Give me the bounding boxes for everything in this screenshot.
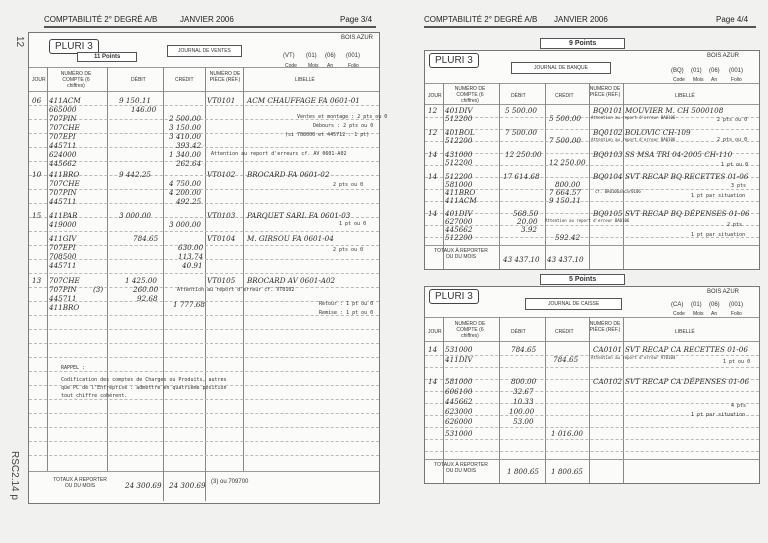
entry-credit: 800.00 <box>555 180 581 189</box>
entry-credit: 2 500.00 <box>169 114 202 123</box>
entry-libelle: PARQUET SARL FA 0601-03 <box>247 211 351 220</box>
cash-code-2: (01) <box>691 302 702 308</box>
entry-compte: 581000 <box>445 180 473 189</box>
entry-credit: 393.42 <box>176 141 202 150</box>
entry-debit: 32.67 <box>513 387 534 396</box>
rule <box>29 427 379 428</box>
entry-compte: 445662 <box>49 159 77 168</box>
left-col-compte: NUMÉRO DE COMPTE (6 chiffres) <box>60 71 92 89</box>
entry-debit: 3.92 <box>521 225 538 234</box>
bank-col-jour: JOUR <box>428 93 442 99</box>
cash-col-jour: JOUR <box>428 329 442 335</box>
points: 1 pt ou 0 <box>723 359 751 365</box>
bank-code-4: (001) <box>729 68 744 74</box>
rule <box>425 427 759 428</box>
annotation: Retour : 1 pt ou 0 <box>319 301 374 307</box>
entry-libelle: SS MSA TRI 04-2005 CH-110 <box>625 150 733 159</box>
entry-piece: VT0101 <box>207 96 236 105</box>
rappel-line: tout chiffre cohérent. <box>61 393 128 399</box>
left-header-title: COMPTABILITÉ 2° DEGRÉ A/B <box>44 15 158 24</box>
entry-compte: 401DIV <box>445 209 473 218</box>
rule <box>29 203 379 204</box>
entry-compte: 707PIN <box>49 114 77 123</box>
entry-credit: 492.25 <box>176 197 202 206</box>
entry-debit: 5 500.00 <box>505 106 538 115</box>
entry-piece: CA0102 <box>593 377 622 386</box>
bank-col-libelle: LIBELLÉ <box>675 93 695 99</box>
entry-debit: 784.65 <box>133 234 159 243</box>
entry-libelle: M. GIRSOU FA 0601-04 <box>247 234 334 243</box>
rule <box>29 259 379 260</box>
rule <box>29 357 379 358</box>
bank-grid-v5 <box>623 83 624 269</box>
entry-debit: 1 425.00 <box>125 276 158 285</box>
entry-compte: 419000 <box>49 220 77 229</box>
entry-piece: CA0101 <box>593 345 622 354</box>
entry-compte: 401BOL <box>445 128 475 137</box>
entry-compte: 445711 <box>49 294 77 303</box>
binder-mark-side: RSC2.14 p <box>8 451 20 500</box>
annotation: Attention au report d'erreur VT0104 <box>591 355 676 360</box>
points-detail: 1 pt par situation <box>691 193 746 199</box>
bank-header-bottom-rule <box>425 104 759 105</box>
bank-grid-v1 <box>443 83 444 269</box>
entry-libelle: SVT RECAP BQ DÉPENSES 01-06 <box>625 209 750 218</box>
entry-compte: 512200 <box>445 114 473 123</box>
cash-footer-label: TOTAUX À REPORTER OU DU MOIS <box>434 462 488 474</box>
rule <box>29 105 379 106</box>
left-footer-v2 <box>205 471 206 501</box>
bank-grid-v4 <box>589 83 590 269</box>
bank-code-2: (01) <box>691 68 702 74</box>
left-points-label: 11 Points <box>77 52 137 62</box>
cash-code-4: (001) <box>729 302 744 308</box>
entry-credit: 4 200.00 <box>169 188 202 197</box>
entry-compte: 627000 <box>445 217 473 226</box>
entry-credit: 7 664.57 <box>549 188 582 197</box>
bank-grid-v2 <box>499 83 500 269</box>
bank-journal-sheet <box>424 50 760 270</box>
rule <box>29 329 379 330</box>
rule <box>29 273 379 274</box>
entry-debit: 9 442.25 <box>119 170 152 179</box>
entry-credit: 592.42 <box>555 233 581 242</box>
entry-compte: 707CHE <box>49 276 80 285</box>
bank-code-3: (06) <box>709 68 720 74</box>
entry-credit: 12 250.00 <box>549 158 586 167</box>
rule <box>29 245 379 246</box>
cash-company: BOIS AZUR <box>707 289 740 295</box>
cash-header-top-rule <box>425 317 759 318</box>
rule <box>425 403 759 404</box>
rule <box>29 455 379 456</box>
cash-journal-sheet <box>424 286 760 484</box>
rule <box>425 367 759 368</box>
annotation: 2 pts ou 0 <box>333 247 364 253</box>
entry-compte: 445711 <box>49 197 77 206</box>
annotation: 2 pts ou 0 <box>333 182 364 188</box>
cash-code-caption-1: Code <box>673 311 685 317</box>
entry-libelle: MOUVIER M. CH 5000108 <box>625 106 724 115</box>
annotation: 1 pt ou 0 <box>339 221 367 227</box>
entry-credit: 1 016.00 <box>551 429 584 438</box>
bank-footer-rule <box>425 245 759 246</box>
right-header-month: JANVIER 2006 <box>554 15 608 24</box>
entry-compte: 624000 <box>49 150 77 159</box>
annotation: Ventes et montage : 2 pts ou 0 <box>297 114 388 120</box>
bank-footer-debit: 43 437.10 <box>503 255 540 264</box>
left-journal-name: JOURNAL DE VENTES <box>167 45 242 57</box>
entry-jour: 14 <box>428 172 438 181</box>
entry-compte: 708500 <box>49 252 77 261</box>
entry-jour: 13 <box>32 276 42 285</box>
entry-compte: 411ACM <box>49 96 81 105</box>
left-footer-v1 <box>163 471 164 501</box>
left-col-piece: NUMÉRO DE PIÈCE (RÉF.) <box>209 71 241 83</box>
cash-code-caption-2: Mois <box>693 311 704 317</box>
cash-footer-credit: 1 800.65 <box>551 467 584 476</box>
entry-compte: 512200 <box>445 158 473 167</box>
bank-code-caption-2: Mois <box>693 77 704 83</box>
entry-libelle: SVT RECAP BQ RECETTES 01-06 <box>625 172 749 181</box>
entry-jour: 10 <box>32 170 42 179</box>
binder-mark-top: 12 <box>14 35 26 48</box>
entry-debit: 10.33 <box>513 397 534 406</box>
bank-pluri-label: PLURI 3 <box>429 53 479 68</box>
cash-code-1: (CA) <box>671 302 684 308</box>
left-code-caption-3: An <box>327 63 334 69</box>
rule <box>29 413 379 414</box>
entry-jour: 06 <box>32 96 42 105</box>
entry-libelle: SVT RECAP CA DÉPENSES 01-06 <box>625 377 750 386</box>
entry-debit: 12 250.00 <box>505 150 542 159</box>
rule <box>425 165 759 166</box>
left-header-rule <box>44 26 376 28</box>
entry-compte: 431000 <box>445 150 473 159</box>
entry-compte: 707PIN <box>49 188 77 197</box>
entry-debit: 7 500.00 <box>505 128 538 137</box>
entry-credit: 1 777.68 <box>173 300 206 309</box>
entry-compte: 531000 <box>445 345 473 354</box>
points-detail: 1 pt par situation <box>691 232 746 238</box>
bank-journal-name: JOURNAL DE BANQUE <box>511 62 611 74</box>
entry-piece: VT0105 <box>207 276 236 285</box>
entry-compte: 445662 <box>445 225 473 234</box>
entry-credit: 630.00 <box>178 243 204 252</box>
entry-piece: VT0104 <box>207 234 236 243</box>
entry-compte: 707EPI <box>49 132 76 141</box>
entry-compte: 581000 <box>445 377 473 386</box>
entry-compte: 512200 <box>445 172 473 181</box>
left-footer-note: (3) ou 709700 <box>211 479 249 485</box>
cash-journal-name: JOURNAL DE CAISSE <box>525 298 622 310</box>
entry-credit: 1 340.00 <box>169 150 202 159</box>
entry-compte: 411BRO <box>445 188 476 197</box>
points: 2 pts ou 0 <box>717 137 748 143</box>
points: 1 pt ou 0 <box>721 162 749 168</box>
rappel-line: Codification des comptes de Charges ou Produits, autres <box>61 377 227 383</box>
entry-jour: 14 <box>428 209 438 218</box>
entry-jour: 14 <box>428 377 438 386</box>
left-grid-v4 <box>205 67 206 471</box>
bank-grid-v3 <box>545 83 546 269</box>
annotation: Attention au report d'erreur BA0106 <box>591 137 676 142</box>
entry-jour: 14 <box>428 345 438 354</box>
cash-col-debit: DÉBIT <box>511 329 526 335</box>
points-detail: 1 pt par situation <box>691 412 746 418</box>
entry-debit: 9 150.11 <box>119 96 152 105</box>
entry-compte: 707CHE <box>49 179 80 188</box>
annotation: Attention au report d'erreur BA0106 <box>591 115 676 120</box>
rule <box>425 439 759 440</box>
entry-credit: 113.74 <box>178 252 204 261</box>
left-journal-sheet <box>28 32 388 504</box>
right-header-title: COMPTABILITÉ 2° DEGRÉ A/B <box>424 15 538 24</box>
note-mark: (3) <box>93 285 104 294</box>
left-col-debit: DÉBIT <box>131 77 146 83</box>
entry-debit: 92.68 <box>137 294 158 303</box>
entry-compte: 707CHE <box>49 123 80 132</box>
left-grid-v5 <box>243 67 244 471</box>
entry-compte: 707PIN <box>49 285 77 294</box>
bank-footer-credit: 43 437.10 <box>547 255 584 264</box>
entry-jour: 14 <box>428 150 438 159</box>
entry-compte: 512200 <box>445 136 473 145</box>
left-col-libelle: LIBELLÉ <box>295 77 315 83</box>
left-footer-label: TOTAUX À REPORTER OU DU MOIS <box>53 477 107 489</box>
entry-libelle: BROCARD FA 0601-02 <box>247 170 330 179</box>
right-header-rule <box>424 26 756 28</box>
entry-debit: 17 614.68 <box>503 172 540 181</box>
points: 4 pts <box>731 403 747 409</box>
entry-debit: 568.50 <box>513 209 539 218</box>
left-code-1: (VT) <box>283 53 295 59</box>
entry-compte: 411GIV <box>49 234 77 243</box>
points: 2 pts <box>727 222 743 228</box>
cash-col-credit: CRÉDIT <box>555 329 574 335</box>
rule <box>425 391 759 392</box>
entry-debit: 146.00 <box>131 105 157 114</box>
entry-piece: BQ0101 <box>593 106 623 115</box>
entry-compte: 623000 <box>445 407 473 416</box>
rule <box>29 189 379 190</box>
left-code-caption-2: Mois <box>308 63 319 69</box>
cash-pluri-label: PLURI 3 <box>429 289 479 304</box>
points: 2 pts ou 0 <box>717 117 748 123</box>
left-header-page: Page 3/4 <box>340 15 373 24</box>
left-code-caption-4: Folio <box>348 63 359 69</box>
entry-debit: 53.00 <box>513 417 534 426</box>
entry-credit: 3 410.00 <box>169 132 202 141</box>
entry-piece: BQ0103 <box>593 150 623 159</box>
annotation: (si 708000 et 445712 : 1 pt) <box>285 132 370 138</box>
entry-credit: 3 150.00 <box>169 123 202 132</box>
entry-debit: 260.00 <box>133 285 159 294</box>
entry-compte: 606100 <box>445 387 473 396</box>
rule <box>29 147 379 148</box>
annotation: Attention au report d'erreurs cf. AV 0601-A02 <box>211 151 347 157</box>
entry-debit: 784.65 <box>511 345 537 354</box>
left-footer-credit: 24 300.69 <box>169 481 206 490</box>
annotation: cf. BA0106ancar0106 <box>595 189 641 194</box>
entry-compte: 401DIV <box>445 106 473 115</box>
entry-compte: 531000 <box>445 429 473 438</box>
entry-credit: 9 150.11 <box>549 196 582 205</box>
entry-piece: VT0102 <box>207 170 236 179</box>
entry-credit: 7 500.00 <box>549 136 582 145</box>
bank-col-piece: NUMÉRO DE PIÈCE (RÉF.) <box>589 86 621 98</box>
left-footer-debit: 24 300.69 <box>125 481 162 490</box>
cash-points-label: 5 Points <box>540 274 625 285</box>
entry-credit: 40.91 <box>182 261 203 270</box>
cash-code-3: (06) <box>709 302 720 308</box>
entry-piece: BQ0104 <box>593 172 623 181</box>
bank-points-label: 9 Points <box>540 38 625 49</box>
left-col-credit: CRÉDIT <box>175 77 194 83</box>
entry-compte: 411DIV <box>445 355 473 364</box>
rule <box>425 451 759 452</box>
entry-piece: BQ0105 <box>593 209 623 218</box>
rule <box>29 371 379 372</box>
entry-credit: 5 500.00 <box>549 114 582 123</box>
entry-debit: 20.00 <box>517 217 538 226</box>
entry-compte: 411BRO <box>49 170 80 179</box>
rule <box>425 225 759 226</box>
entry-compte: 411ACM <box>445 196 477 205</box>
bank-code-caption-3: An <box>711 77 718 83</box>
entry-compte: 665000 <box>49 105 77 114</box>
cash-header-bottom-rule <box>425 341 759 342</box>
bank-code-caption-1: Code <box>673 77 685 83</box>
left-company: BOIS AZUR <box>341 35 374 41</box>
entry-debit: 100.00 <box>509 407 535 416</box>
entry-compte: 445711 <box>49 261 77 270</box>
entry-piece: BQ0102 <box>593 128 623 137</box>
rule <box>29 441 379 442</box>
entry-libelle: SVT RECAP CA RECETTES 01-06 <box>625 345 748 354</box>
left-grid-v1 <box>47 67 48 471</box>
entry-compte: 707EPI <box>49 243 76 252</box>
bank-code-caption-4: Folio <box>731 77 742 83</box>
left-footer-rule <box>29 471 379 472</box>
entry-jour: 15 <box>32 211 42 220</box>
cash-footer-rule <box>425 459 759 460</box>
entry-credit: 784.65 <box>553 355 579 364</box>
entry-compte: 445711 <box>49 141 77 150</box>
left-header-bottom-rule <box>29 91 379 92</box>
left-grid-v2 <box>107 67 108 471</box>
entry-credit: 262.64 <box>176 159 202 168</box>
left-code-3: (06) <box>325 53 336 59</box>
cash-col-compte: NUMÉRO DE COMPTE (6 chiffres) <box>454 321 486 339</box>
cash-code-caption-4: Folio <box>731 311 742 317</box>
points: 3 pts <box>731 183 747 189</box>
left-col-jour: JOUR <box>32 77 46 83</box>
annotation: Attention au report d'erreur cf. VT0102 <box>177 287 295 293</box>
entry-debit: 800.00 <box>511 377 537 386</box>
rule <box>425 129 759 130</box>
rappel-line: que PC de l'Entreprise : admettre en quatrième position <box>61 385 227 391</box>
cash-col-piece: NUMÉRO DE PIÈCE (RÉF.) <box>589 321 621 333</box>
entry-compte: 411PAR <box>49 211 78 220</box>
left-header-month: JANVIER 2006 <box>180 15 234 24</box>
cash-footer-debit: 1 800.65 <box>507 467 540 476</box>
entry-piece: VT0103 <box>207 211 236 220</box>
rule <box>29 161 379 162</box>
left-code-4: (001) <box>346 53 361 59</box>
left-header-top-rule <box>29 67 379 68</box>
entry-compte: 445662 <box>445 397 473 406</box>
bank-company: BOIS AZUR <box>707 53 740 59</box>
entry-jour: 12 <box>428 106 438 115</box>
annotation: Attention au report d'erreur BA0106 <box>545 218 630 223</box>
bank-footer-label: TOTAUX À REPORTER OU DU MOIS <box>434 248 488 260</box>
entry-libelle: BROCARD AV 0601-A02 <box>247 276 336 285</box>
bank-header-top-rule <box>425 83 759 84</box>
right-header-page: Page 4/4 <box>716 15 749 24</box>
cash-col-libelle: LIBELLÉ <box>675 329 695 335</box>
annotation: Débours : 2 pts ou 0 <box>313 123 374 129</box>
entry-compte: 626000 <box>445 417 473 426</box>
entry-libelle: ACM CHAUFFAGE FA 0601-01 <box>247 96 360 105</box>
entry-credit: 3 000.00 <box>169 220 202 229</box>
entry-jour: 12 <box>428 128 438 137</box>
cash-code-caption-3: An <box>711 311 718 317</box>
entry-libelle: BOLOVIC CH-109 <box>625 128 691 137</box>
bank-col-credit: CRÉDIT <box>555 93 574 99</box>
left-code-2: (01) <box>306 53 317 59</box>
left-code-caption-1: Code <box>285 63 297 69</box>
left-pluri-label: PLURI 3 <box>49 39 99 54</box>
entry-compte: 512200 <box>445 233 473 242</box>
rappel-title: RAPPEL : <box>61 365 86 371</box>
bank-col-compte: NUMÉRO DE COMPTE (6 chiffres) <box>454 86 486 104</box>
annotation: Remise : 1 pt ou 0 <box>319 310 374 316</box>
bank-col-debit: DÉBIT <box>511 93 526 99</box>
bank-code-1: (BQ) <box>671 68 684 74</box>
entry-debit: 3 000.00 <box>119 211 152 220</box>
entry-credit: 4 750.00 <box>169 179 202 188</box>
rule <box>29 343 379 344</box>
entry-compte: 411BRO <box>49 303 80 312</box>
rule <box>29 399 379 400</box>
left-grid-v3 <box>163 67 164 471</box>
rule <box>29 231 379 232</box>
